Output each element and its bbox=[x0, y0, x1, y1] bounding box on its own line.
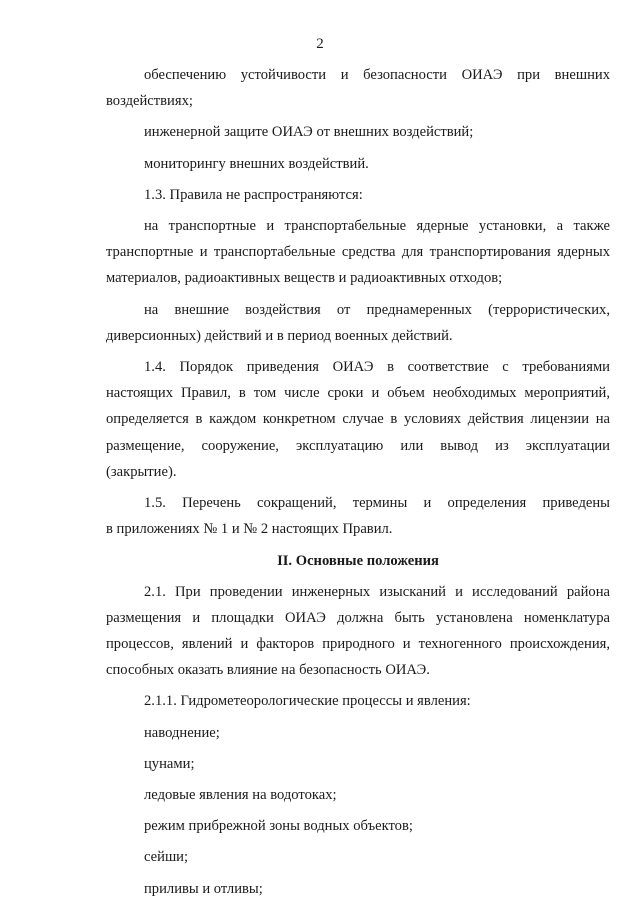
text-line: воздействиях; bbox=[106, 93, 193, 110]
paragraph-engineering-protection: инженерной защите ОИАЭ от внешних воздействий; bbox=[144, 124, 474, 141]
text-line: диверсионных) действий и в период военных действий. bbox=[106, 327, 453, 344]
paragraph-transport-installations bbox=[106, 213, 610, 292]
section-heading: II. Основные положения bbox=[277, 553, 439, 570]
text-line: 1.4. Порядок приведения ОИАЭ в соответствие с требованиями bbox=[144, 359, 610, 376]
list-item: сейши; bbox=[144, 849, 189, 866]
text-line: на внешние воздействия от преднамеренных (террористических, bbox=[144, 301, 610, 318]
paragraph-2-1 bbox=[106, 579, 610, 684]
document-body bbox=[106, 62, 610, 902]
text-line: (закрытие). bbox=[106, 463, 177, 480]
text-line: 1.5. Перечень сокращений, термины и определения приведены bbox=[144, 495, 610, 512]
text-line: на транспортные и транспортабельные ядерные установки, а также bbox=[144, 218, 610, 235]
paragraph-1-4 bbox=[106, 354, 610, 485]
text-line: материалов, радиоактивных веществ и радиоактивных отходов; bbox=[106, 270, 503, 287]
list-item: режим прибрежной зоны водных объектов; bbox=[144, 818, 413, 835]
list-item: наводнение; bbox=[144, 724, 220, 741]
text-line: 2.1. При проведении инженерных изысканий и исследований района bbox=[144, 583, 610, 600]
text-line: в приложениях № 1 и № 2 настоящих Правил. bbox=[106, 521, 393, 538]
list-item: цунами; bbox=[144, 755, 195, 772]
paragraph-2-1-1: 2.1.1. Гидрометеорологические процессы и явления: bbox=[144, 693, 471, 710]
page-number: 2 bbox=[316, 36, 324, 52]
paragraph-intentional-impacts bbox=[106, 297, 610, 349]
text-line: размещение, сооружение, эксплуатацию или вывод из эксплуатации bbox=[106, 437, 610, 454]
text-line: процессов, явлений и факторов природного и техногенного происхождения, bbox=[106, 636, 610, 653]
text-line: транспортные и транспортабельные средства для транспортирования ядерных bbox=[106, 244, 610, 261]
text-line: размещения и площадки ОИАЭ должна быть установлена номенклатура bbox=[106, 609, 610, 626]
paragraph-1-3: 1.3. Правила не распространяются: bbox=[144, 186, 363, 203]
text-line: обеспечению устойчивости и безопасности ОИАЭ при внешних bbox=[144, 67, 610, 83]
text-line: настоящих Правил, в том числе сроки и объем необходимых мероприятий, bbox=[106, 385, 610, 402]
paragraph-external-impacts-safety bbox=[106, 62, 610, 114]
text-line: определяется в каждом конкретном случае в условиях действия лицензии на bbox=[106, 411, 610, 428]
paragraph-1-5 bbox=[106, 490, 610, 542]
paragraph-monitoring: мониторингу внешних воздействий. bbox=[144, 155, 369, 172]
list-item: ледовые явления на водотоках; bbox=[144, 787, 337, 804]
list-item: приливы и отливы; bbox=[144, 880, 263, 897]
text-line: способных оказать влияние на безопасность ОИАЭ. bbox=[106, 662, 430, 679]
